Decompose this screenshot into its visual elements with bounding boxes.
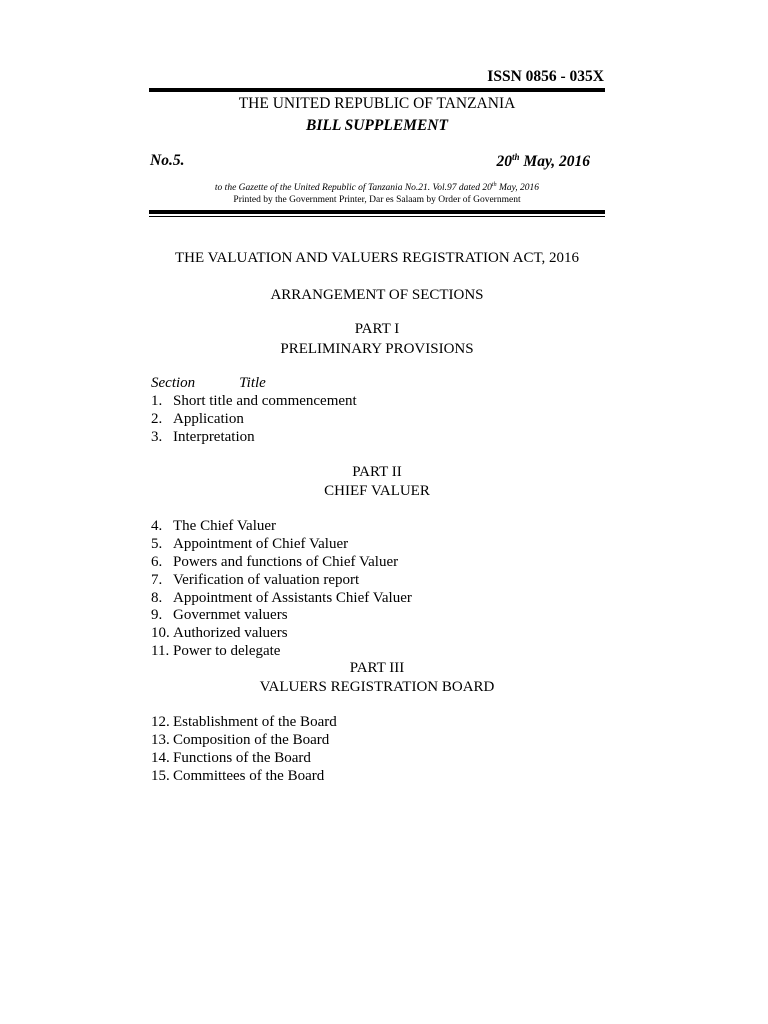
part-3-heading: PART III [349, 660, 405, 676]
part-1-heading: PART I [354, 321, 400, 337]
section-number: 5. [151, 536, 163, 552]
section-title: The Chief Valuer [173, 518, 277, 534]
section-number: 8. [151, 590, 163, 606]
section-number: 10. [151, 625, 170, 641]
column-headings [151, 375, 266, 392]
issue-date-rest: May, 2016 [519, 153, 590, 171]
section-number: 9. [151, 607, 163, 623]
section-item [151, 554, 398, 571]
section-item [151, 750, 311, 767]
section-item [151, 518, 276, 535]
section-title: Committees of the Board [173, 768, 325, 784]
section-number: 12. [151, 714, 170, 730]
section-number: 7. [151, 572, 163, 588]
title-column-heading: Title [239, 375, 266, 391]
section-title: Establishment of the Board [173, 714, 337, 730]
republic-name: THE UNITED REPUBLIC OF TANZANIA [238, 95, 516, 112]
section-title: Powers and functions of Chief Valuer [173, 554, 399, 570]
section-item [151, 607, 288, 624]
section-title: Functions of the Board [173, 750, 311, 766]
part-2-name: CHIEF VALUER [324, 483, 430, 499]
section-number: 6. [151, 554, 163, 570]
section-number: 15. [151, 768, 170, 784]
header-top-rule [149, 88, 605, 92]
header-bottom-thin-rule [149, 216, 605, 217]
section-item [151, 411, 244, 428]
section-item [151, 572, 359, 589]
issue-date-suffix: th [512, 152, 520, 162]
section-number: 14. [151, 750, 170, 766]
arrangement-heading: ARRANGEMENT OF SECTIONS [270, 287, 484, 303]
section-column-heading: Section [151, 375, 196, 391]
gazette-reference-a: to the Gazette of the United Republic of Tanzania No.21. Vol.97 dated 20 [214, 183, 492, 194]
gazette-reference-b: May, 2016 [496, 183, 540, 194]
section-item [151, 393, 357, 410]
section-item [151, 732, 329, 749]
act-title: THE VALUATION AND VALUERS REGISTRATION ACT, 2016 [174, 250, 580, 266]
issue-date-day: 20 [496, 153, 513, 171]
section-title: Governmet valuers [173, 607, 288, 623]
section-item [151, 625, 288, 642]
section-number: 11. [151, 643, 170, 659]
part-1-name: PRELIMINARY PROVISIONS [280, 341, 474, 357]
section-title: Power to delegate [173, 643, 281, 659]
issn-number: ISSN 0856 - 035X [487, 68, 604, 85]
section-item [151, 536, 348, 553]
header-bottom-rule [149, 210, 605, 214]
section-item [151, 590, 412, 607]
section-number: 13. [151, 732, 170, 748]
section-item [151, 714, 337, 731]
section-title: Authorized valuers [173, 625, 288, 641]
section-number: 4. [151, 518, 163, 534]
section-title: Short title and commencement [173, 393, 357, 409]
section-number: 2. [151, 411, 163, 427]
issue-number: No.5. [150, 152, 185, 169]
part-3-name: VALUERS REGISTRATION BOARD [259, 679, 495, 695]
section-title: Appointment of Assistants Chief Valuer [173, 590, 412, 606]
section-number: 3. [151, 429, 163, 445]
part-2-heading: PART II [352, 464, 402, 480]
section-item [151, 429, 255, 446]
section-item [151, 768, 324, 785]
section-title: Composition of the Board [173, 732, 330, 748]
section-title: Verification of valuation report [173, 572, 360, 588]
section-item [151, 643, 280, 660]
section-title: Interpretation [173, 429, 255, 445]
gazette-reference-sup: th [491, 182, 497, 188]
issue-date [497, 152, 590, 171]
section-title: Application [173, 411, 244, 427]
gazette-reference [149, 182, 605, 193]
section-number: 1. [151, 393, 163, 409]
section-title: Appointment of Chief Valuer [173, 536, 349, 552]
printer-line: Printed by the Government Printer, Dar es Salaam by Order of Government [233, 195, 521, 205]
bill-supplement-title: BILL SUPPLEMENT [306, 117, 448, 134]
